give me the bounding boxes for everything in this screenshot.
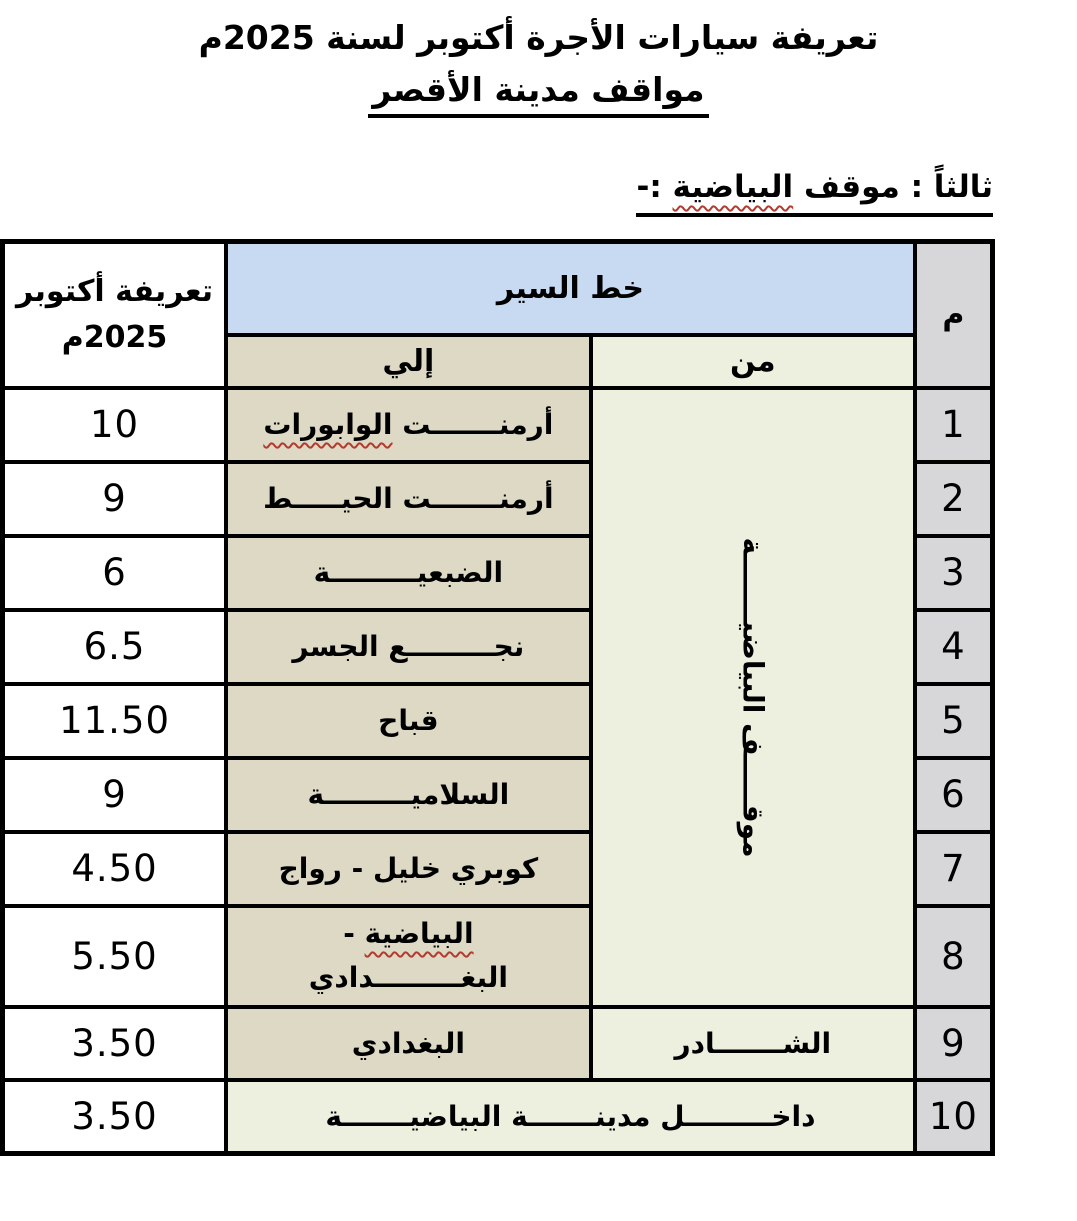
tariff-cell: 3.50 (3, 1007, 227, 1080)
destination-line1 (228, 912, 589, 956)
col-header-tariff-line2: 2025م (61, 319, 168, 355)
section-heading-suffix: :- (636, 169, 662, 205)
row-number-cell: 6 (915, 758, 993, 832)
destination-cell: قباح (226, 684, 591, 758)
from-station-vertical-text: موقـــــف البياضيـــــــة (736, 536, 770, 858)
destination-text-misspelled: الوابورات (263, 408, 393, 441)
table-row (3, 388, 993, 462)
from-cell: الشـــــــادر (591, 1007, 915, 1080)
tariff-cell: 9 (3, 758, 227, 832)
destination-cell (226, 906, 591, 1007)
row-number-cell: 10 (915, 1080, 993, 1154)
row-number-cell: 4 (915, 610, 993, 684)
tariff-cell: 5.50 (3, 906, 227, 1007)
destination-text-misspelled: البياضية (364, 917, 474, 950)
destination-cell (226, 388, 591, 462)
destination-cell: البغدادي (226, 1007, 591, 1080)
table-header-row-1 (3, 242, 993, 335)
col-header-to: إلي (226, 335, 591, 388)
row-number-cell: 2 (915, 462, 993, 536)
tariff-cell: 10 (3, 388, 227, 462)
destination-cell: نجـــــــــع الجسر (226, 610, 591, 684)
col-header-tariff (3, 242, 227, 388)
col-header-route: خط السير (226, 242, 915, 335)
row-number-cell: 7 (915, 832, 993, 906)
row-number-cell: 9 (915, 1007, 993, 1080)
table-row (3, 1007, 993, 1080)
row-number-cell: 1 (915, 388, 993, 462)
destination-cell: كوبري خليل - رواج (226, 832, 591, 906)
route-merged-cell: داخـــــــــل مدينـــــــة البياضيـــــــة (226, 1080, 915, 1154)
col-header-number: م (915, 242, 993, 388)
tariff-cell: 4.50 (3, 832, 227, 906)
tariff-cell: 6 (3, 536, 227, 610)
destination-text: أرمنـــــــت (402, 408, 554, 441)
section-heading-prefix: ثالثاً : موقف (803, 169, 993, 205)
section-heading-station: البياضية (672, 169, 794, 205)
row-number-cell: 3 (915, 536, 993, 610)
subtitle-row (0, 68, 1077, 118)
destination-cell: السلاميـــــــــة (226, 758, 591, 832)
destination-cell: الضبعيـــــــــة (226, 536, 591, 610)
row-number-cell: 8 (915, 906, 993, 1007)
destination-line2: البغـــــــــدادي (308, 961, 509, 994)
col-header-tariff-line1: تعريفة أكتوبر (15, 273, 214, 309)
row-number-cell: 5 (915, 684, 993, 758)
table-row (3, 1080, 993, 1154)
document-title: تعريفة سيارات الأجرة أكتوبر لسنة 2025م (198, 18, 879, 57)
tariff-cell: 9 (3, 462, 227, 536)
document-subtitle: مواقف مدينة الأقصر (368, 68, 708, 118)
fare-table (0, 239, 995, 1156)
destination-dash: - (343, 917, 355, 950)
destination-cell: أرمنـــــــت الحيـــــط (226, 462, 591, 536)
tariff-cell: 11.50 (3, 684, 227, 758)
tariff-cell: 6.5 (3, 610, 227, 684)
from-merged-cell (591, 388, 915, 1007)
section-row (0, 166, 993, 217)
tariff-cell: 3.50 (3, 1080, 227, 1154)
col-header-from: من (591, 335, 915, 388)
section-heading (636, 166, 993, 217)
